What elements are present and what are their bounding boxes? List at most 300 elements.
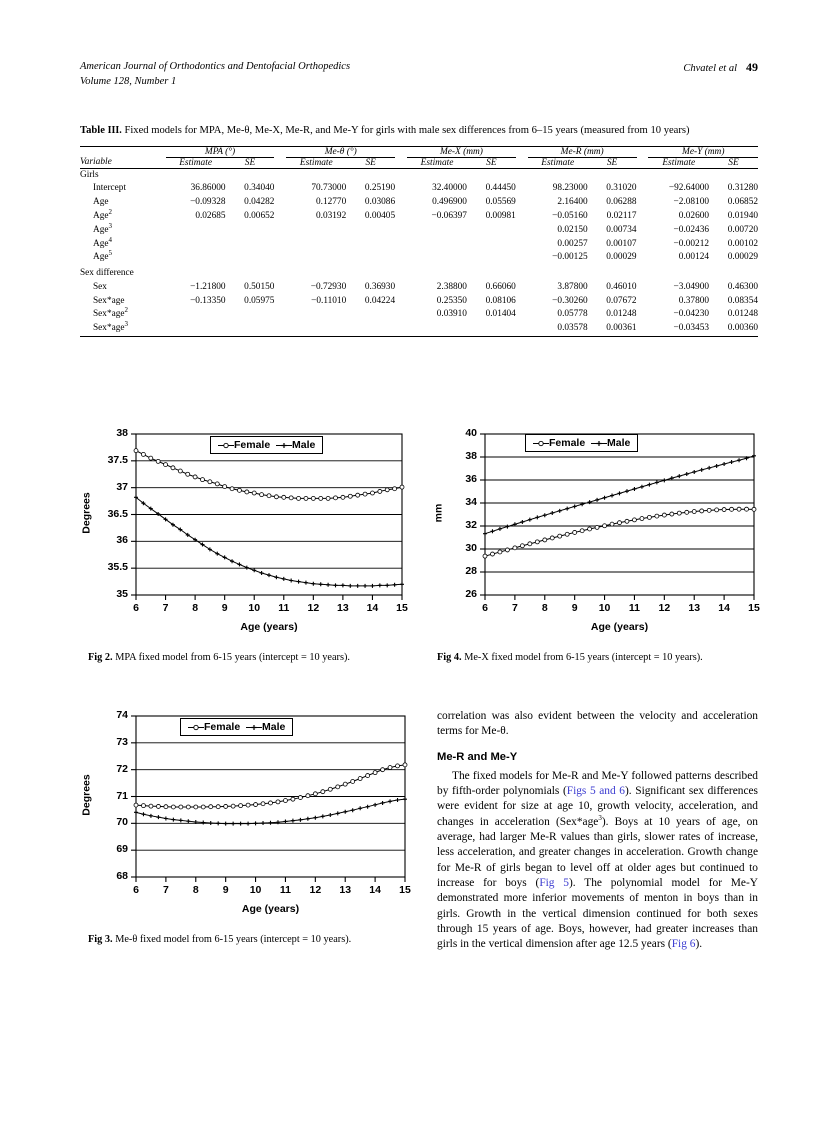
data-point-male: [254, 821, 258, 825]
table-cell-gap: [274, 308, 286, 322]
para2-seg2: ). Significant sex differences were evident for size at age 10, growth velocity, acceleration, and changes in acceleration (Sex*age: [437, 785, 758, 828]
data-point-female: [366, 774, 370, 778]
data-point-female: [655, 514, 659, 518]
data-point-male: [498, 527, 502, 531]
data-point-male: [707, 466, 711, 470]
figure-3-chart: [80, 706, 413, 921]
table-group-header-row: [80, 146, 758, 157]
table-cell-estimate: [166, 224, 226, 238]
x-axis-tick-label: 12: [658, 602, 671, 614]
table-cell-estimate: −0.02436: [673, 224, 710, 235]
table-caption-text: Fixed models for MPA, Me-θ, Me-X, Me-R, and Me-Y for girls with male sex differences from 6–15 years (measured from 10 years): [124, 125, 690, 136]
table-row-label-exponent: 5: [108, 249, 112, 258]
table-cell-gap: [637, 210, 649, 224]
body-column-right: [437, 709, 758, 952]
x-axis-title: Age (years): [241, 903, 300, 915]
y-axis-tick-label: 40: [465, 427, 477, 439]
table-row-label: Age$^2$: [93, 207, 112, 222]
table-cell-estimate: 0.02685: [195, 211, 226, 222]
table-row: [80, 182, 758, 196]
table-cell-estimate: −0.05160: [552, 211, 588, 222]
x-axis-tick-label: 9: [221, 602, 228, 614]
table-cell-estimate: −0.03453: [673, 323, 710, 334]
data-point-female: [677, 511, 681, 515]
table-row: [80, 196, 758, 210]
table-cell-estimate: −0.13350: [190, 295, 226, 306]
data-point-female: [291, 797, 295, 801]
data-point-female: [224, 804, 228, 808]
data-point-female: [752, 507, 756, 511]
x-axis-tick-label: 14: [369, 884, 381, 896]
data-point-female: [625, 519, 629, 523]
table-row-label-exponent: 3: [124, 320, 128, 329]
data-point-male: [267, 573, 271, 577]
table-subheader-row: [80, 157, 758, 168]
group-header-mey: Me-Y (mm): [648, 146, 758, 157]
table-cell-gap: [637, 196, 649, 210]
table-cell-gap: [274, 224, 286, 238]
table-cell-gap: [274, 182, 286, 196]
data-point-female: [304, 496, 308, 500]
data-point-female: [573, 530, 577, 534]
data-point-male: [388, 799, 392, 803]
table-cell-se: [346, 238, 395, 252]
data-point-male: [393, 583, 397, 587]
x-axis-tick-label: 6: [482, 602, 488, 614]
data-point-male: [373, 803, 377, 807]
table-cell-se: 0.08106: [485, 295, 516, 306]
table-cell-estimate: −0.04230: [673, 309, 710, 320]
y-axis-tick-label: 74: [116, 709, 128, 721]
figure-ref-5[interactable]: Fig 5: [539, 876, 570, 889]
table-cell-estimate: 0.02150: [557, 224, 588, 235]
data-point-female: [171, 466, 175, 470]
para2-seg3: ). Boys at 10 years of age, on average, had larger Me-R values than girls, slower rates of increase, less acceleration, and greater changes in acceleration. Growth change for Me-R of girls began to level off at older ages but continued to increase for boys (: [437, 815, 758, 889]
y-axis-tick-label: 38: [465, 450, 477, 462]
data-point-male: [289, 579, 293, 583]
data-point-female: [276, 800, 280, 804]
x-axis-tick-label: 7: [162, 884, 169, 896]
group-header-mer: Me-R (mm): [528, 146, 637, 157]
data-point-male: [156, 815, 160, 819]
table-cell-estimate: [407, 238, 467, 252]
figure-4-caption-text: Me-X fixed model from 6-15 years (intercept = 10 years).: [464, 652, 703, 663]
data-point-female: [490, 552, 494, 556]
table-row-label: Age: [93, 197, 109, 208]
table-cell-estimate: 98.23000: [552, 183, 588, 194]
data-point-male: [171, 818, 175, 822]
column-header-estimate-mer: Estimate: [541, 157, 575, 168]
figure-2-caption-text: MPA fixed model from 6-15 years (intercept = 10 years).: [115, 652, 350, 663]
table-cell-estimate: 0.03192: [316, 211, 347, 222]
data-point-male: [677, 474, 681, 478]
table-cell-se: 0.44450: [485, 183, 516, 194]
data-point-female: [149, 456, 153, 460]
figure-4-caption-label: Fig 4.: [437, 652, 462, 663]
data-point-female: [483, 554, 487, 558]
table-cell-se: [346, 251, 395, 265]
table-cell-se: 0.01248: [606, 309, 637, 320]
x-axis-tick-label: 13: [688, 602, 701, 614]
table-cell-se: [346, 322, 395, 336]
data-point-female: [588, 527, 592, 531]
data-point-female: [141, 452, 145, 456]
x-axis-tick-label: 10: [598, 602, 611, 614]
data-point-female: [363, 492, 367, 496]
data-point-female: [334, 496, 338, 500]
table-cell-gap: [395, 281, 407, 295]
figure-2-caption: [88, 651, 406, 665]
table-cell-gap: [637, 182, 649, 196]
x-axis-tick-label: 6: [133, 602, 139, 614]
group-header-mex: Me-X (mm): [407, 146, 516, 157]
table-cell-se: 0.02117: [606, 211, 637, 222]
data-point-male: [164, 817, 168, 821]
table-cell-gap: [395, 210, 407, 224]
data-point-male: [343, 810, 347, 814]
table-cell-se: 0.00734: [606, 224, 637, 235]
x-axis-tick-label: 13: [337, 602, 349, 614]
x-axis-title: Age (years): [590, 621, 649, 633]
data-point-female: [358, 777, 362, 781]
table-cell-gap: [274, 295, 286, 309]
table-iii: [80, 124, 758, 337]
table-cell-se: 0.04224: [364, 295, 396, 306]
data-point-male: [358, 806, 362, 810]
table-cell-estimate: 32.40000: [432, 183, 467, 194]
running-head: [80, 60, 758, 89]
y-axis-tick-label: 35.5: [107, 561, 128, 574]
data-point-female: [692, 510, 696, 514]
y-axis-tick-label: 37.5: [107, 453, 128, 466]
data-point-female: [685, 510, 689, 514]
data-point-male: [297, 580, 301, 584]
data-point-female: [252, 491, 256, 495]
table-cell-se: 0.25190: [364, 183, 396, 194]
data-point-female: [647, 515, 651, 519]
data-point-male: [328, 813, 332, 817]
table-number: III.: [107, 125, 122, 136]
data-point-male: [252, 568, 256, 572]
data-point-female: [246, 803, 250, 807]
section-heading-mer-mey: Me-R and Me-Y: [437, 750, 518, 763]
table-row-label: Sex*age: [93, 295, 125, 306]
data-point-female: [400, 485, 404, 489]
data-point-female: [550, 536, 554, 540]
x-axis-tick-label: 10: [249, 884, 262, 896]
running-head-left: [80, 60, 350, 89]
data-point-male: [381, 801, 385, 805]
data-point-male: [396, 798, 400, 802]
data-point-female: [141, 804, 145, 808]
data-point-male: [306, 817, 310, 821]
data-point-male: [715, 464, 719, 468]
data-point-male: [246, 822, 250, 826]
data-point-male: [647, 483, 651, 487]
table-cell-gap: [395, 322, 407, 336]
table-cell-se: 0.50150: [244, 281, 275, 292]
data-point-female: [565, 532, 569, 536]
y-axis-title: Degrees: [80, 773, 93, 816]
table-cell-estimate: [286, 224, 346, 238]
data-point-male: [245, 566, 249, 570]
y-axis-title: mm: [432, 503, 445, 522]
table-cell-se: 0.31020: [606, 183, 637, 194]
data-point-male: [565, 507, 569, 511]
table-row-label: Sex: [93, 281, 107, 292]
data-point-female: [186, 472, 190, 476]
table-cell-se: 0.46300: [727, 281, 758, 292]
y-axis-tick-label: 32: [465, 519, 477, 531]
data-point-female: [164, 805, 168, 809]
data-point-male: [216, 821, 220, 825]
table-cell-estimate: −0.00125: [552, 252, 588, 263]
table-cell-estimate: 0.12770: [316, 197, 347, 208]
x-axis-tick-label: 10: [248, 602, 261, 614]
running-head-right: [683, 60, 758, 77]
data-point-female: [370, 491, 374, 495]
table-cell-se: 0.00652: [244, 211, 275, 222]
data-point-male: [321, 814, 325, 818]
data-point-male: [610, 494, 614, 498]
x-axis-tick-label: 7: [162, 602, 169, 614]
data-point-female: [261, 802, 265, 806]
column-header-estimate-mey: Estimate: [662, 157, 696, 168]
data-point-female: [388, 766, 392, 770]
figure-3-caption-text: Me-θ fixed model from 6-15 years (intercept = 10 years).: [115, 934, 352, 945]
data-point-male: [692, 470, 696, 474]
column-header-se-mey: SE: [728, 157, 739, 168]
para2-superscript: 3: [598, 813, 602, 822]
data-point-female: [208, 480, 212, 484]
data-point-female: [498, 550, 502, 554]
data-point-female: [632, 518, 636, 522]
table-row-label-exponent: 4: [108, 235, 112, 244]
table-cell-estimate: −0.06397: [431, 211, 467, 222]
table-cell-se: [226, 251, 275, 265]
table-cell-se: 0.46010: [606, 281, 637, 292]
table-cell-gap: [637, 238, 649, 252]
data-point-female: [595, 525, 599, 529]
legend-marker-female-icon: [218, 441, 234, 450]
data-point-male: [319, 582, 323, 586]
table-cell-se: 0.07672: [606, 295, 637, 306]
x-axis-tick-label: 11: [279, 884, 291, 896]
table-cell-gap: [516, 238, 528, 252]
legend-label-male: Male: [262, 721, 286, 734]
data-point-male: [366, 805, 370, 809]
data-point-male: [291, 819, 295, 823]
table-number-label: Table: [80, 125, 105, 136]
data-point-female: [373, 771, 377, 775]
table-cell-estimate: −0.09328: [190, 197, 226, 208]
data-point-male: [283, 819, 287, 823]
fixed-models-table: [80, 146, 758, 336]
data-point-female: [134, 449, 138, 453]
data-point-male: [573, 504, 577, 508]
table-cell-estimate: [407, 251, 467, 265]
column-header-estimate-mpa: Estimate: [179, 157, 212, 168]
data-point-male: [700, 468, 704, 472]
table-cell-gap: [637, 308, 649, 322]
table-cell-gap: [637, 295, 649, 309]
data-point-male: [662, 478, 666, 482]
table-cell-estimate: [166, 238, 226, 252]
table-cell-gap: [637, 281, 649, 295]
table-cell-se: 0.36930: [364, 281, 396, 292]
data-point-male: [179, 818, 183, 822]
legend-marker-female-icon: [533, 439, 549, 448]
y-axis-tick-label: 34: [465, 496, 477, 508]
data-point-female: [237, 488, 241, 492]
table-cell-estimate: 0.37800: [678, 295, 710, 306]
data-point-female: [231, 804, 235, 808]
data-point-female: [343, 782, 347, 786]
data-point-male: [282, 577, 286, 581]
data-point-male: [201, 821, 205, 825]
table-row: [80, 210, 758, 224]
figure-2: [80, 424, 408, 665]
x-axis-tick-label: 9: [571, 602, 578, 614]
series-line-female: [136, 451, 402, 499]
table-cell-se: 0.00107: [606, 238, 637, 249]
data-point-male: [543, 513, 547, 517]
x-axis-tick-label: 9: [222, 884, 229, 896]
data-point-male: [655, 480, 659, 484]
data-point-female: [737, 507, 741, 511]
data-point-female: [178, 469, 182, 473]
journal-name: American Journal of Orthodontics and Dentofacial Orthopedics: [80, 61, 351, 72]
data-point-female: [505, 548, 509, 552]
data-point-female: [378, 489, 382, 493]
data-point-female: [393, 487, 397, 491]
data-point-male: [313, 816, 317, 820]
data-point-female: [209, 805, 213, 809]
y-axis-tick-label: 36.5: [107, 507, 128, 520]
data-point-female: [670, 512, 674, 516]
data-point-male: [336, 811, 340, 815]
table-cell-se: 0.05569: [485, 197, 516, 208]
column-header-estimate-metheta: Estimate: [299, 157, 333, 168]
table-cell-se: 0.34040: [244, 183, 275, 194]
data-point-male: [304, 581, 308, 585]
x-axis-tick-label: 15: [399, 884, 411, 896]
data-point-female: [580, 529, 584, 533]
chart-legend: [525, 434, 638, 452]
table-cell-se: [226, 238, 275, 252]
data-point-male: [348, 584, 352, 588]
x-axis-tick-label: 8: [192, 602, 199, 614]
x-axis-tick-label: 6: [133, 884, 139, 896]
legend-marker-male-icon: [276, 441, 292, 450]
x-axis-tick-label: 13: [339, 884, 352, 896]
data-point-male: [149, 814, 153, 818]
data-point-female: [700, 509, 704, 513]
x-axis-tick-label: 15: [748, 602, 760, 614]
data-point-female: [282, 495, 286, 499]
table-cell-se: 0.01404: [485, 309, 516, 320]
data-point-male: [298, 818, 302, 822]
figure-4: [432, 424, 762, 665]
data-point-female: [385, 488, 389, 492]
table-cell-gap: [516, 182, 528, 196]
table-cell-se: 0.06288: [606, 197, 637, 208]
data-point-male: [341, 583, 345, 587]
data-point-male: [490, 529, 494, 533]
table-cell-gap: [274, 238, 286, 252]
data-point-male: [403, 797, 407, 801]
legend-label-female: Female: [204, 721, 241, 734]
figure-3-caption-label: Fig 3.: [88, 934, 113, 945]
figure-ref-6[interactable]: Fig 6: [671, 938, 696, 951]
data-point-male: [685, 472, 689, 476]
table-cell-se: 0.08354: [727, 295, 758, 306]
data-point-female: [201, 805, 205, 809]
data-point-female: [194, 805, 198, 809]
data-point-female: [722, 508, 726, 512]
y-axis-title: Degrees: [80, 491, 93, 534]
data-point-female: [528, 542, 532, 546]
para2-seg5: ).: [695, 938, 703, 951]
table-row-label: Intercept: [93, 183, 127, 194]
table-row-label-exponent: 2: [124, 306, 128, 315]
data-point-female: [289, 496, 293, 500]
figure-ref-5-6[interactable]: Figs 5 and 6: [566, 785, 625, 798]
x-axis-tick-label: 12: [307, 602, 320, 614]
data-point-female: [326, 496, 330, 500]
data-point-male: [625, 489, 629, 493]
data-point-female: [193, 475, 197, 479]
table-cell-estimate: [166, 251, 226, 265]
data-point-male: [356, 584, 360, 588]
data-point-male: [730, 460, 734, 464]
data-point-male: [260, 571, 264, 575]
data-point-male: [370, 584, 374, 588]
table-row-label: Sex*age$^2$: [93, 306, 128, 320]
data-point-male: [378, 583, 382, 587]
data-point-female: [715, 508, 719, 512]
table-cell-gap: [516, 224, 528, 238]
plot-frame: [485, 434, 754, 595]
table-cell-estimate: [407, 322, 467, 336]
data-point-female: [134, 803, 138, 807]
table-cell-estimate: 3.87800: [557, 281, 588, 292]
figure-3: [80, 706, 413, 947]
table-cell-gap: [274, 196, 286, 210]
table-cell-gap: [516, 295, 528, 309]
y-axis-tick-label: 72: [116, 762, 128, 775]
data-point-male: [224, 822, 228, 826]
page-number: 49: [746, 60, 758, 74]
data-point-male: [311, 582, 315, 586]
table-cell-se: [346, 224, 395, 238]
table-cell-se: 0.00360: [727, 323, 758, 334]
figure-2-caption-label: Fig 2.: [88, 652, 113, 663]
data-point-female: [662, 513, 666, 517]
table-section-row: [80, 265, 758, 281]
para2-seg4: ). The polynomial model for Me-Y demonstrated more inferior movements of menton in boys than in girls. Growth in the vertical dimension continued for both sexes through 15 years of age. Boys, however, had greater increases than girls in the vertical dimension after age 12.5 years (: [437, 876, 758, 951]
data-point-male: [400, 582, 404, 586]
table-cell-estimate: [166, 322, 226, 336]
table-cell-se: [467, 251, 516, 265]
table-row: [80, 251, 758, 265]
data-point-female: [239, 804, 243, 808]
data-point-male: [632, 487, 636, 491]
data-point-female: [328, 787, 332, 791]
data-point-female: [306, 794, 310, 798]
table-cell-gap: [274, 251, 286, 265]
data-point-male: [326, 583, 330, 587]
